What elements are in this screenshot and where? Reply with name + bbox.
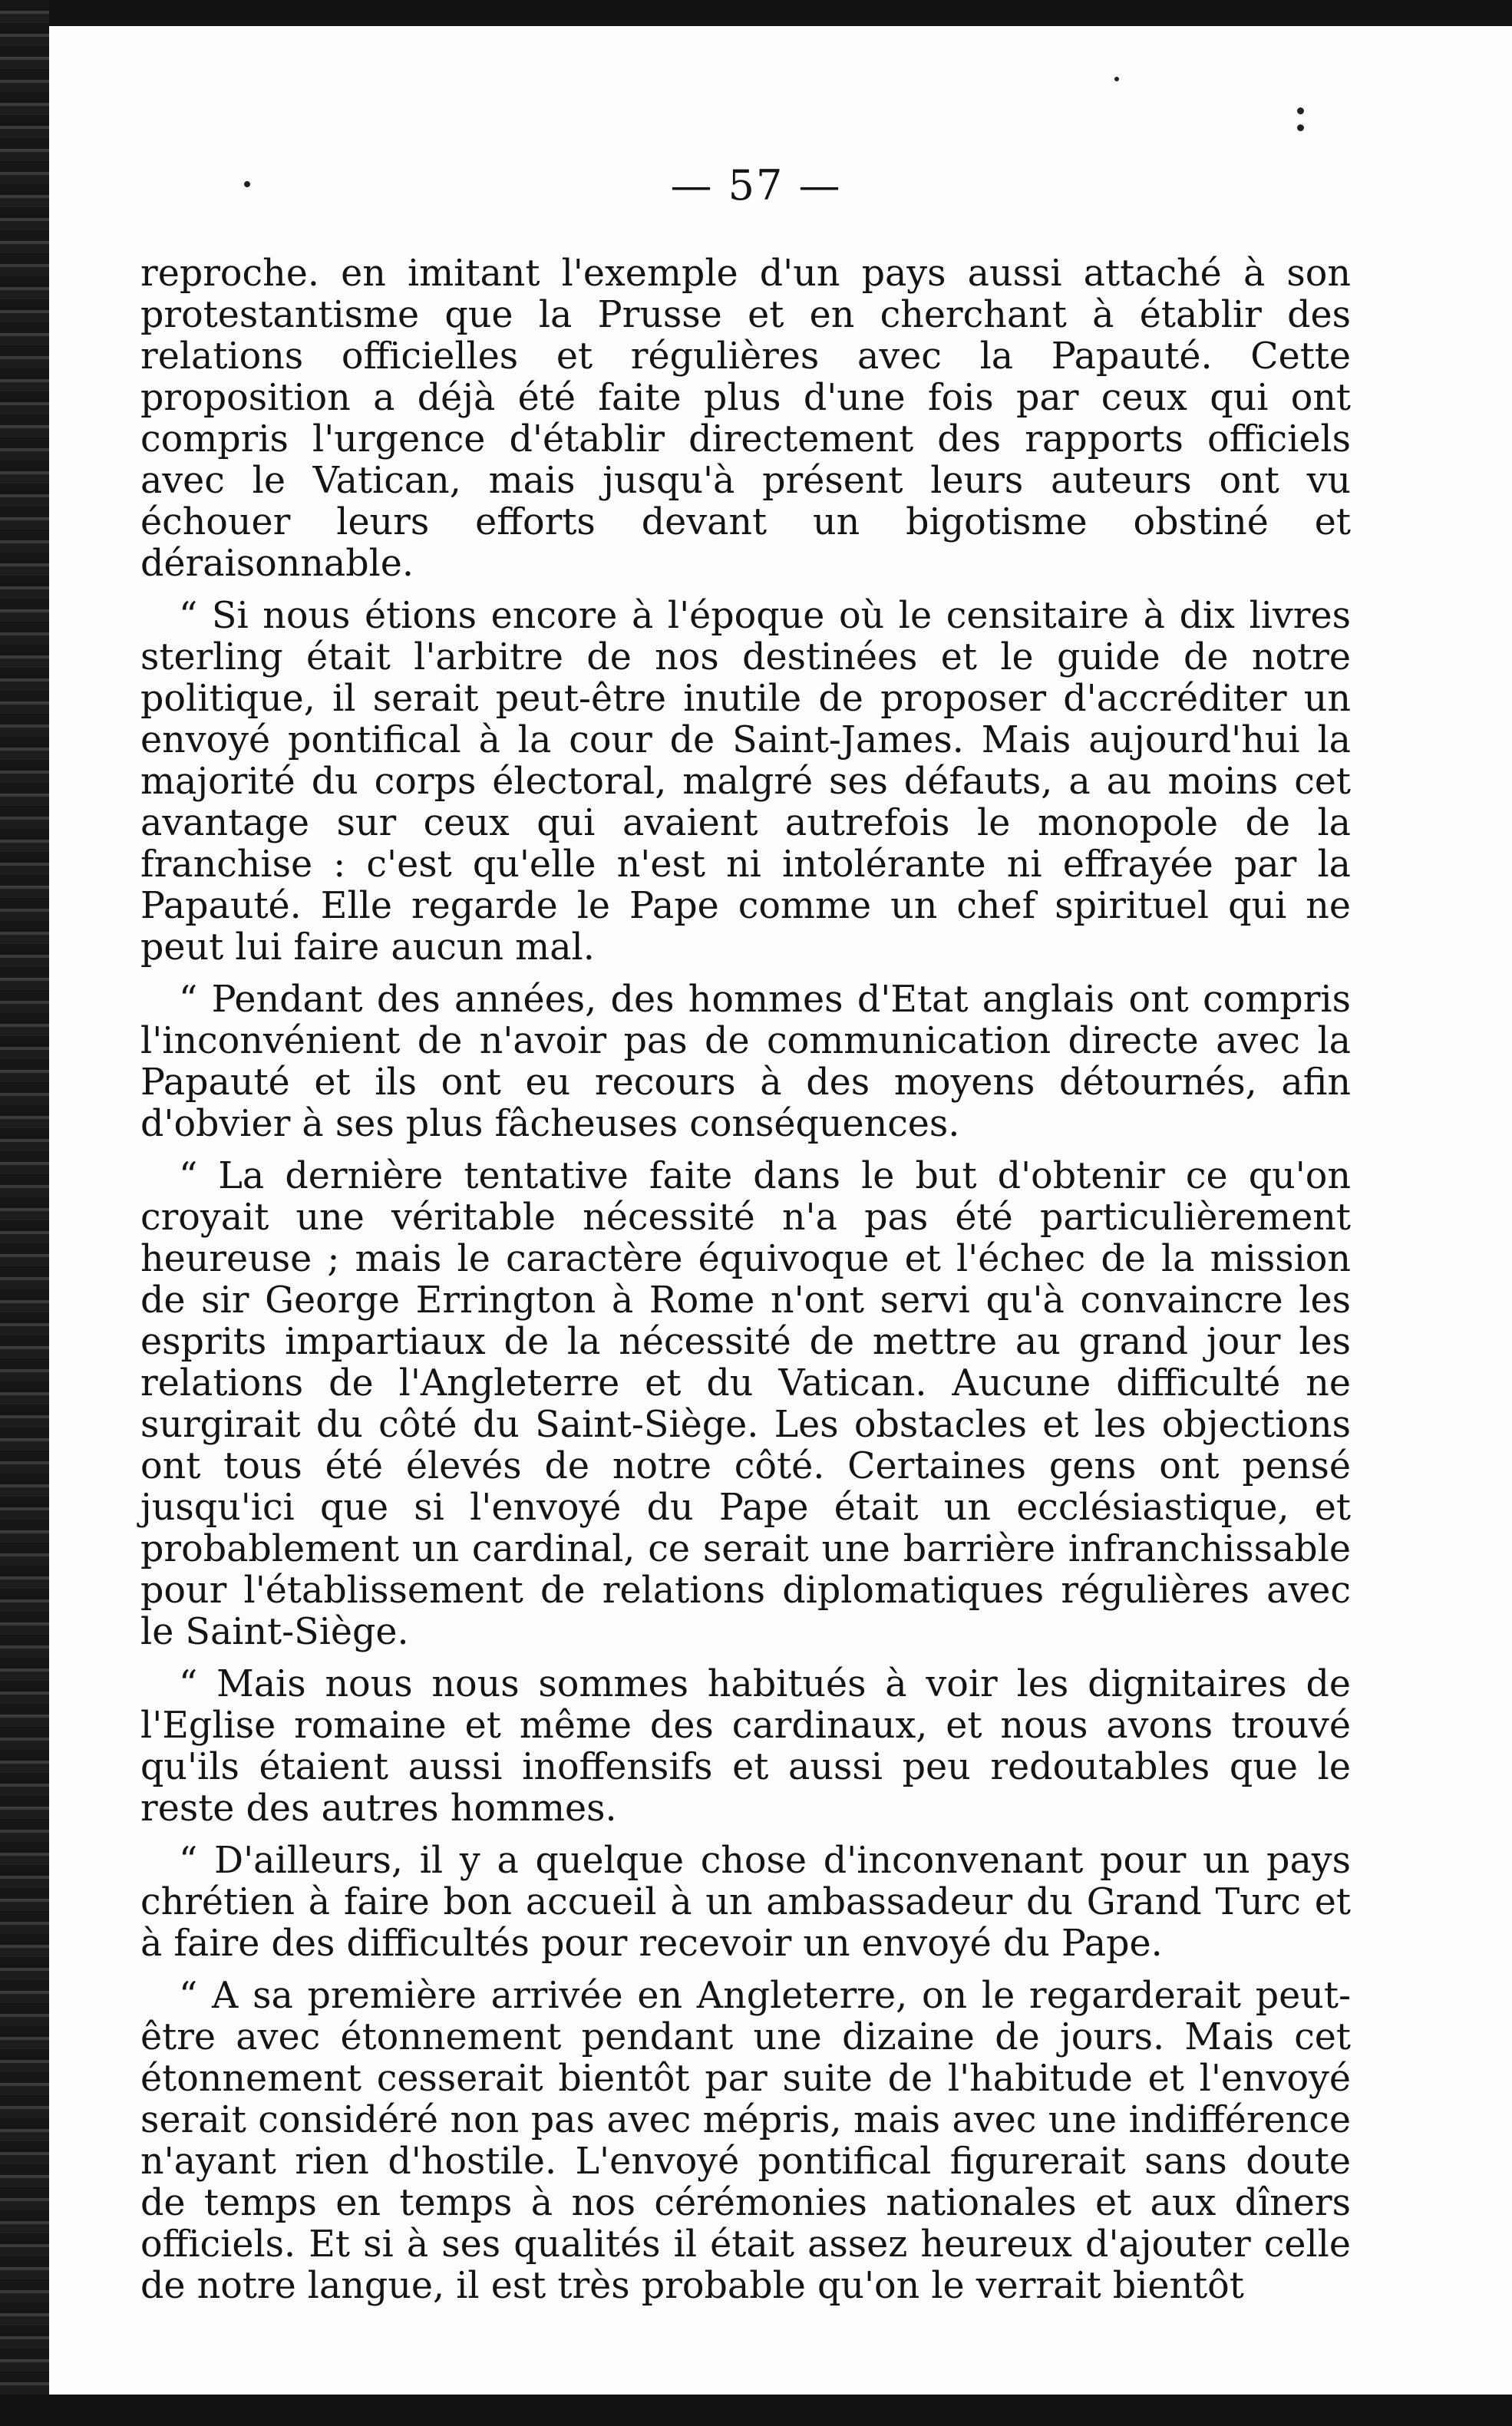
paragraph: “ Si nous étions encore à l'époque où le censitaire à dix livres sterling était l'arbitre de nos destinées et le guide de notre politique, il serait peut-être inutile de proposer d'accréditer un envoyé pontifical à la cour de Saint-James. Mais aujourd'hui la majorité du corps électoral, malgré ses défauts, a au moins cet avantage sur ceux qui avaient autrefois le monopole de la franchise : c'est qu'elle n'est ni intolérante ni effrayée par la Papauté. Elle regarde le Pape comme un chef spirituel qui ne peut lui faire aucun mal. (140, 595, 1351, 969)
scan-edge-top (0, 0, 1512, 26)
scan-speck (1114, 77, 1119, 81)
body-text (140, 253, 1351, 2307)
paragraph: “ A sa première arrivée en Angleterre, on le regarderait peut-être avec étonnement pendant une dizaine de jours. Mais cet étonnement cesserait bientôt par suite de l'habitude et l'envoyé serait considéré non pas avec mépris, mais avec une indifférence n'ayant rien d'hostile. L'envoyé pontifical figurerait sans doute de temps en temps à nos cérémonies nationales et aux dîners officiels. Et si à ses qualités il était assez heureux d'ajouter celle de notre langue, il est très probable qu'on le verrait bientôt (140, 1975, 1351, 2307)
scan-speck (1297, 124, 1304, 131)
page-number: — 57 — (670, 161, 842, 210)
paragraph: reproche. en imitant l'exemple d'un pays aussi attaché à son protestantisme que la Prusse et en cherchant à établir des relations officielles et régulières avec la Papauté. Cette proposition a déjà été faite plus d'une fois par ceux qui ont compris l'urgence d'établir directement des rapports officiels avec le Vatican, mais jusqu'à présent leurs auteurs ont vu échouer leurs efforts devant un bigotisme obstiné et déraisonnable. (140, 253, 1351, 585)
paragraph: “ Mais nous nous sommes habitués à voir les dignitaires de l'Eglise romaine et même des cardinaux, et nous avons trouvé qu'ils étaient aussi inoffensifs et aussi peu redoutables que le reste des autres hommes. (140, 1663, 1351, 1830)
paragraph: “ D'ailleurs, il y a quelque chose d'inconvenant pour un pays chrétien à faire bon accueil à un ambassadeur du Grand Turc et à faire des difficultés pour recevoir un envoyé du Pape. (140, 1840, 1351, 1965)
paragraph: “ Pendant des années, des hommes d'Etat anglais ont compris l'inconvénient de n'avoir pas de communication directe avec la Papauté et ils ont eu recours à des moyens détournés, afin d'obvier à ses plus fâcheuses conséquences. (140, 979, 1351, 1145)
scan-speck (1297, 107, 1304, 114)
paragraph: “ La dernière tentative faite dans le but d'obtenir ce qu'on croyait une véritable nécessité n'a pas été particulièrement heureuse ; mais le caractère équivoque et l'échec de la mission de sir George Errington à Rome n'ont servi qu'à convaincre les esprits impartiaux de la nécessité de mettre au grand jour les relations de l'Angleterre et du Vatican. Aucune difficulté ne surgirait du côté du Saint-Siège. Les obstacles et les objections ont tous été élevés de notre côté. Certaines gens ont pensé jusqu'ici que si l'envoyé du Pape était un ecclésiastique, et probablement un cardinal, ce serait une barrière infranchissable pour l'établissement de relations diplomatiques régulières avec le Saint-Siège. (140, 1155, 1351, 1653)
scan-edge-bottom (0, 2395, 1512, 2426)
scan-edge-left (0, 0, 49, 2426)
